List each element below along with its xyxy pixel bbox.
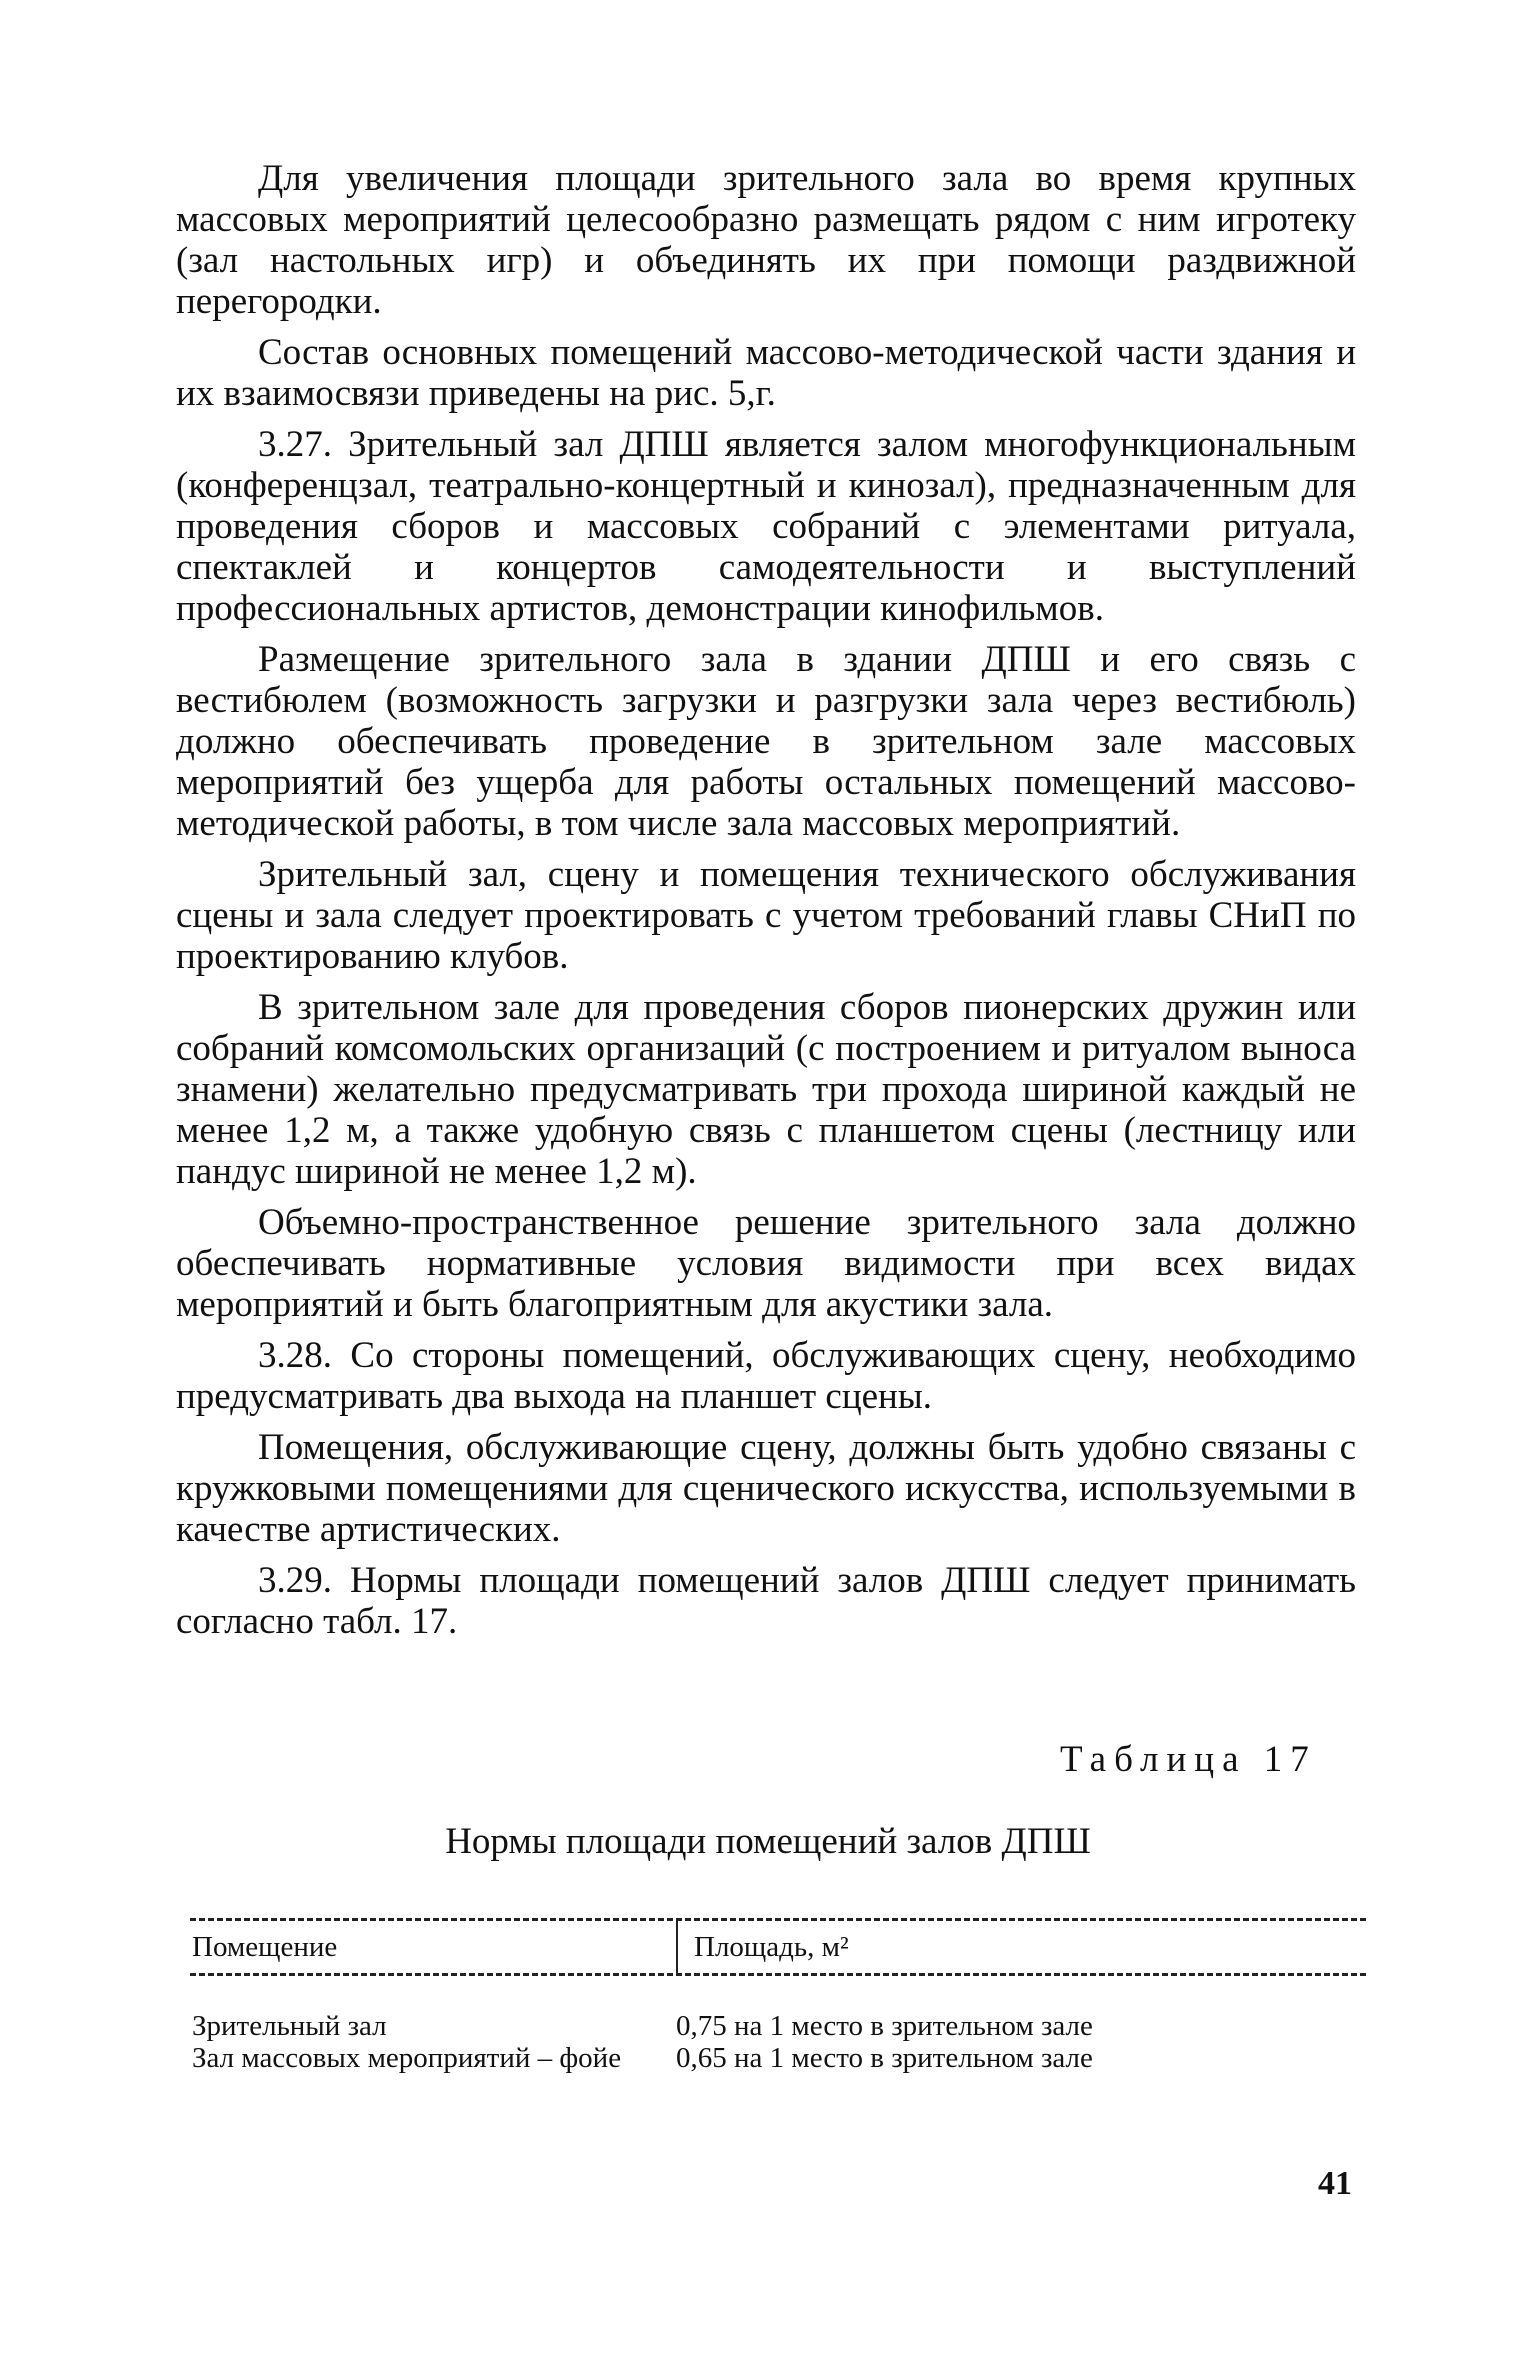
paragraph: Для увеличения площади зрительного зала во время крупных массовых мероприятий целесообразно размещать рядом с ним игротеку (зал настольных игр) и объединять их при помощи раздвижной перегородки. — [176, 158, 1356, 322]
cell-area: 0,75 на 1 место в зрительном зале — [676, 2010, 1093, 2042]
paragraph: 3.28. Со стороны помещений, обслуживающих сцену, необходимо предусматривать два выхода на планшет сцены. — [176, 1335, 1356, 1417]
table-header-row — [190, 1921, 1366, 1973]
table-label: Таблица 17 — [1060, 1739, 1317, 1780]
body-text — [176, 158, 1356, 1652]
page-number: 41 — [1318, 2165, 1352, 2202]
header-area: Площадь, м² — [694, 1931, 849, 1963]
paragraph: Размещение зрительного зала в здании ДПШ и его связь с вестибюлем (возможность загрузки и разгрузки зала через вестибюль) должно обеспечивать проведение в зрительном зале массовых мероприятий без ущерба для работы остальных помещений массово-методической работы, в том числе зала массовых мероприятий. — [176, 639, 1356, 844]
table-body — [190, 1976, 1366, 2074]
paragraph: 3.29. Нормы площади помещений залов ДПШ следует принимать согласно табл. 17. — [176, 1560, 1356, 1642]
paragraph: Состав основных помещений массово-методической части здания и их взаимосвязи приведены на рис. 5,г. — [176, 332, 1356, 414]
paragraph: Объемно-пространственное решение зрительного зала должно обеспечивать нормативные условия видимости при всех видах мероприятий и быть благоприятным для акустики зала. — [176, 1202, 1356, 1325]
table-title: Нормы площади помещений залов ДПШ — [445, 1821, 1091, 1862]
paragraph: В зрительном зале для проведения сборов пионерских дружин или собраний комсомольских организаций (с построением и ритуалом выноса знамени) желательно предусматривать три прохода шириной каждый не менее 1,2 м, а также удобную связь с планшетом сцены (лестницу или пандус шириной не менее 1,2 м). — [176, 987, 1356, 1192]
cell-room: Зрительный зал — [192, 2010, 387, 2042]
cell-area: 0,65 на 1 место в зрительном зале — [676, 2042, 1093, 2074]
table-row — [190, 2010, 1366, 2042]
paragraph: 3.27. Зрительный зал ДПШ является залом многофункциональным (конференцзал, театрально-концертный и кинозал), предназначенным для проведения сборов и массовых собраний с элементами ритуала, спектаклей и концертов самодеятельности и выступлений профессиональных артистов, демонстрации кинофильмов. — [176, 424, 1356, 629]
paragraph: Помещения, обслуживающие сцену, должны быть удобно связаны с кружковыми помещениями для сценического искусства, используемыми в качестве артистических. — [176, 1427, 1356, 1550]
cell-room: Зал массовых мероприятий – фойе — [192, 2042, 622, 2074]
norms-table — [190, 1918, 1366, 2074]
paragraph: Зрительный зал, сцену и помещения технического обслуживания сцены и зала следует проектировать с учетом требований главы СНиП по проектированию клубов. — [176, 854, 1356, 977]
header-room: Помещение — [190, 1921, 678, 1973]
table-row — [190, 2042, 1366, 2074]
